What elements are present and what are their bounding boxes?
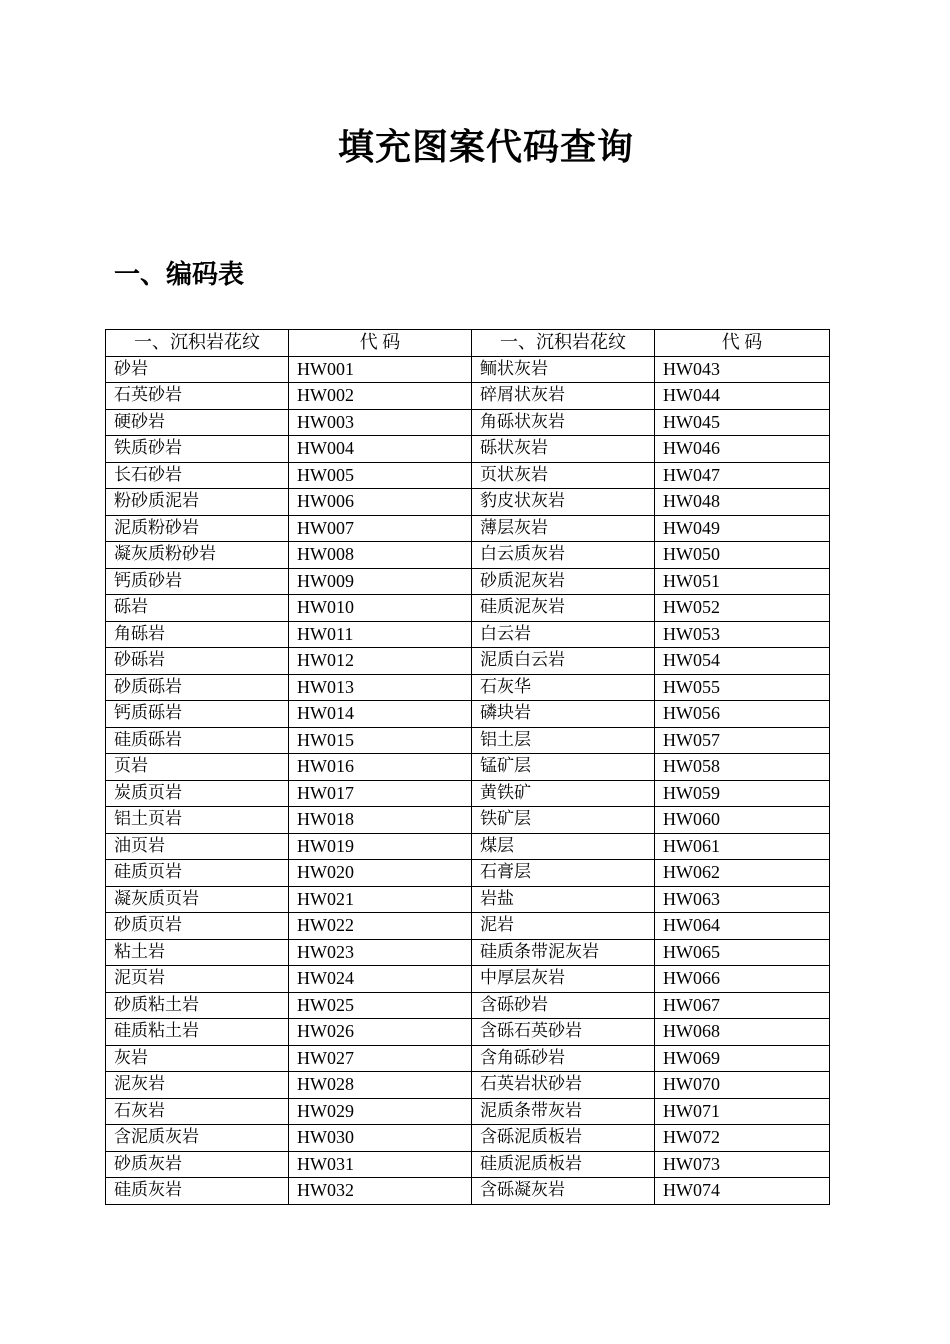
rock-name-right: 硅质泥质板岩 — [472, 1151, 655, 1178]
code-left: HW009 — [289, 568, 472, 595]
code-left: HW006 — [289, 489, 472, 516]
rock-name-right: 含砾泥质板岩 — [472, 1125, 655, 1152]
rock-name-right: 铁矿层 — [472, 807, 655, 834]
table-row — [106, 1151, 830, 1178]
rock-name-right: 白云岩 — [472, 621, 655, 648]
code-left: HW024 — [289, 966, 472, 993]
table-body — [106, 356, 830, 1204]
rock-name-left: 油页岩 — [106, 833, 289, 860]
code-right: HW049 — [655, 515, 830, 542]
table-row — [106, 595, 830, 622]
rock-name-left: 铝土页岩 — [106, 807, 289, 834]
code-left: HW021 — [289, 886, 472, 913]
table-row — [106, 780, 830, 807]
code-left: HW002 — [289, 383, 472, 410]
code-left: HW031 — [289, 1151, 472, 1178]
code-left: HW003 — [289, 409, 472, 436]
rock-name-left: 凝灰质粉砂岩 — [106, 542, 289, 569]
rock-name-left: 铁质砂岩 — [106, 436, 289, 463]
rock-name-right: 岩盐 — [472, 886, 655, 913]
rock-name-right: 角砾状灰岩 — [472, 409, 655, 436]
code-left: HW017 — [289, 780, 472, 807]
rock-name-right: 砂质泥灰岩 — [472, 568, 655, 595]
code-right: HW058 — [655, 754, 830, 781]
rock-name-left: 砂质粘土岩 — [106, 992, 289, 1019]
rock-name-left: 硬砂岩 — [106, 409, 289, 436]
rock-name-left: 硅质粘土岩 — [106, 1019, 289, 1046]
rock-name-right: 白云质灰岩 — [472, 542, 655, 569]
rock-name-right: 黄铁矿 — [472, 780, 655, 807]
table-row — [106, 939, 830, 966]
rock-name-left: 长石砂岩 — [106, 462, 289, 489]
code-right: HW074 — [655, 1178, 830, 1205]
header-code-right: 代 码 — [655, 330, 830, 357]
code-right: HW073 — [655, 1151, 830, 1178]
code-right: HW059 — [655, 780, 830, 807]
code-right: HW044 — [655, 383, 830, 410]
code-left: HW011 — [289, 621, 472, 648]
rock-name-right: 含砾石英砂岩 — [472, 1019, 655, 1046]
table-row — [106, 886, 830, 913]
code-left: HW010 — [289, 595, 472, 622]
rock-name-left: 砂质灰岩 — [106, 1151, 289, 1178]
header-code-left: 代 码 — [289, 330, 472, 357]
code-right: HW048 — [655, 489, 830, 516]
rock-name-left: 硅质页岩 — [106, 860, 289, 887]
code-left: HW028 — [289, 1072, 472, 1099]
code-right: HW069 — [655, 1045, 830, 1072]
table-row — [106, 1019, 830, 1046]
rock-name-left: 页岩 — [106, 754, 289, 781]
rock-name-left: 硅质砾岩 — [106, 727, 289, 754]
code-left: HW019 — [289, 833, 472, 860]
rock-name-left: 硅质灰岩 — [106, 1178, 289, 1205]
code-left: HW027 — [289, 1045, 472, 1072]
table-header — [106, 330, 830, 357]
table-row — [106, 727, 830, 754]
code-right: HW072 — [655, 1125, 830, 1152]
code-right: HW045 — [655, 409, 830, 436]
rock-name-right: 含砾凝灰岩 — [472, 1178, 655, 1205]
table-row — [106, 462, 830, 489]
code-left: HW001 — [289, 356, 472, 383]
code-right: HW067 — [655, 992, 830, 1019]
rock-name-right: 中厚层灰岩 — [472, 966, 655, 993]
code-right: HW070 — [655, 1072, 830, 1099]
table-row — [106, 621, 830, 648]
code-left: HW004 — [289, 436, 472, 463]
table-row — [106, 648, 830, 675]
table-row — [106, 356, 830, 383]
rock-name-left: 石英砂岩 — [106, 383, 289, 410]
code-right: HW052 — [655, 595, 830, 622]
code-left: HW014 — [289, 701, 472, 728]
code-right: HW051 — [655, 568, 830, 595]
table-row — [106, 1178, 830, 1205]
table-row — [106, 383, 830, 410]
code-right: HW046 — [655, 436, 830, 463]
rock-name-right: 硅质泥灰岩 — [472, 595, 655, 622]
code-right: HW068 — [655, 1019, 830, 1046]
code-right: HW047 — [655, 462, 830, 489]
rock-name-right: 锰矿层 — [472, 754, 655, 781]
table-row — [106, 1045, 830, 1072]
table-row — [106, 436, 830, 463]
table-row — [106, 966, 830, 993]
rock-name-left: 钙质砂岩 — [106, 568, 289, 595]
code-left: HW025 — [289, 992, 472, 1019]
table-row — [106, 674, 830, 701]
rock-name-right: 含角砾砂岩 — [472, 1045, 655, 1072]
code-right: HW064 — [655, 913, 830, 940]
code-left: HW029 — [289, 1098, 472, 1125]
rock-name-right: 鲕状灰岩 — [472, 356, 655, 383]
code-left: HW032 — [289, 1178, 472, 1205]
code-right: HW056 — [655, 701, 830, 728]
rock-name-right: 磷块岩 — [472, 701, 655, 728]
table-row — [106, 701, 830, 728]
code-right: HW061 — [655, 833, 830, 860]
code-left: HW015 — [289, 727, 472, 754]
table-row — [106, 1098, 830, 1125]
rock-name-left: 砂质页岩 — [106, 913, 289, 940]
document-title: 填充图案代码查询 — [337, 127, 634, 168]
rock-name-left: 砂岩 — [106, 356, 289, 383]
code-right: HW065 — [655, 939, 830, 966]
rock-name-right: 含砾砂岩 — [472, 992, 655, 1019]
table-row — [106, 754, 830, 781]
code-left: HW013 — [289, 674, 472, 701]
rock-name-right: 泥质白云岩 — [472, 648, 655, 675]
rock-name-left: 粘土岩 — [106, 939, 289, 966]
rock-name-left: 泥页岩 — [106, 966, 289, 993]
rock-name-right: 石膏层 — [472, 860, 655, 887]
code-left: HW005 — [289, 462, 472, 489]
table-row — [106, 913, 830, 940]
rock-name-right: 页状灰岩 — [472, 462, 655, 489]
code-left: HW020 — [289, 860, 472, 887]
rock-name-right: 碎屑状灰岩 — [472, 383, 655, 410]
rock-name-left: 砂砾岩 — [106, 648, 289, 675]
header-rock-pattern-right: 一、沉积岩花纹 — [472, 330, 655, 357]
rock-name-left: 钙质砾岩 — [106, 701, 289, 728]
code-left: HW022 — [289, 913, 472, 940]
rock-name-right: 泥岩 — [472, 913, 655, 940]
rock-name-left: 石灰岩 — [106, 1098, 289, 1125]
code-right: HW062 — [655, 860, 830, 887]
table-row — [106, 860, 830, 887]
table-row — [106, 1072, 830, 1099]
table-row — [106, 568, 830, 595]
rock-name-left: 角砾岩 — [106, 621, 289, 648]
rock-name-left: 泥灰岩 — [106, 1072, 289, 1099]
code-left: HW008 — [289, 542, 472, 569]
table-row — [106, 992, 830, 1019]
table-header-row — [106, 330, 830, 357]
rock-name-left: 粉砂质泥岩 — [106, 489, 289, 516]
code-left: HW030 — [289, 1125, 472, 1152]
table-row — [106, 1125, 830, 1152]
rock-name-right: 薄层灰岩 — [472, 515, 655, 542]
rock-name-right: 硅质条带泥灰岩 — [472, 939, 655, 966]
rock-name-right: 石英岩状砂岩 — [472, 1072, 655, 1099]
table-row — [106, 833, 830, 860]
rock-name-left: 砾岩 — [106, 595, 289, 622]
table-row — [106, 542, 830, 569]
code-right: HW054 — [655, 648, 830, 675]
code-right: HW057 — [655, 727, 830, 754]
code-right: HW055 — [655, 674, 830, 701]
rock-name-right: 砾状灰岩 — [472, 436, 655, 463]
rock-name-left: 凝灰质页岩 — [106, 886, 289, 913]
rock-name-left: 泥质粉砂岩 — [106, 515, 289, 542]
rock-name-left: 灰岩 — [106, 1045, 289, 1072]
code-left: HW026 — [289, 1019, 472, 1046]
code-right: HW063 — [655, 886, 830, 913]
code-right: HW066 — [655, 966, 830, 993]
code-left: HW016 — [289, 754, 472, 781]
table-row — [106, 807, 830, 834]
code-left: HW018 — [289, 807, 472, 834]
rock-name-right: 铝土层 — [472, 727, 655, 754]
section-heading: 一、编码表 — [114, 260, 245, 290]
rock-name-right: 煤层 — [472, 833, 655, 860]
code-left: HW012 — [289, 648, 472, 675]
code-right: HW053 — [655, 621, 830, 648]
code-right: HW071 — [655, 1098, 830, 1125]
table-row — [106, 515, 830, 542]
table-row — [106, 409, 830, 436]
rock-name-right: 豹皮状灰岩 — [472, 489, 655, 516]
rock-name-left: 炭质页岩 — [106, 780, 289, 807]
code-right: HW060 — [655, 807, 830, 834]
rock-name-left: 砂质砾岩 — [106, 674, 289, 701]
code-left: HW007 — [289, 515, 472, 542]
code-right: HW050 — [655, 542, 830, 569]
rock-name-right: 泥质条带灰岩 — [472, 1098, 655, 1125]
header-rock-pattern-left: 一、沉积岩花纹 — [106, 330, 289, 357]
code-table — [105, 329, 830, 1205]
table-row — [106, 489, 830, 516]
code-left: HW023 — [289, 939, 472, 966]
code-right: HW043 — [655, 356, 830, 383]
rock-name-right: 石灰华 — [472, 674, 655, 701]
rock-name-left: 含泥质灰岩 — [106, 1125, 289, 1152]
